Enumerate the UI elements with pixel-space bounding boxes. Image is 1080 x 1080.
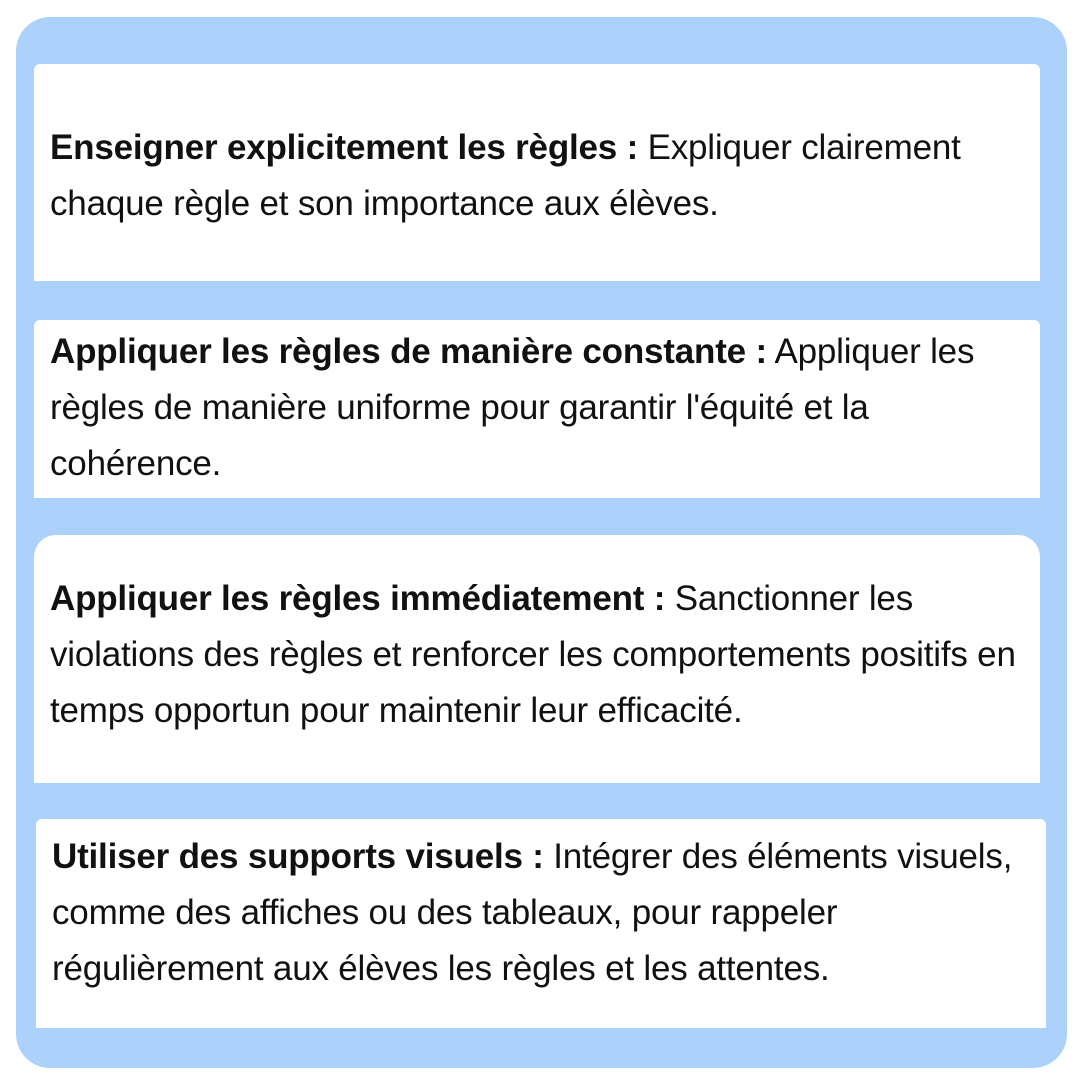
rule-card-text: Expliquer clairement chaque règle et son importance aux élèves. bbox=[50, 128, 961, 223]
rule-card-explicit-teaching bbox=[34, 64, 1040, 281]
rule-card-title: Appliquer les règles immédiatement : bbox=[50, 579, 666, 618]
rule-card-text: Sanctionner les violations des règles et renforcer les comportements positifs en temps opportun pour maintenir leur efficacité. bbox=[50, 579, 1016, 730]
rule-card-title: Appliquer les règles de manière constante : bbox=[50, 332, 767, 371]
rule-card-visual-supports bbox=[36, 819, 1046, 1028]
rule-card-text: Intégrer des éléments visuels, comme des affiches ou des tableaux, pour rappeler régulièrement aux élèves les règles et les attentes. bbox=[52, 837, 1013, 988]
rule-card-immediate-application bbox=[34, 535, 1040, 783]
rule-card-title: Utiliser des supports visuels : bbox=[52, 837, 544, 876]
rule-card-text: Appliquer les règles de manière uniforme pour garantir l'équité et la cohérence. bbox=[50, 332, 975, 483]
rule-card-title: Enseigner explicitement les règles : bbox=[50, 128, 639, 167]
rule-card-consistent-application bbox=[34, 320, 1040, 498]
